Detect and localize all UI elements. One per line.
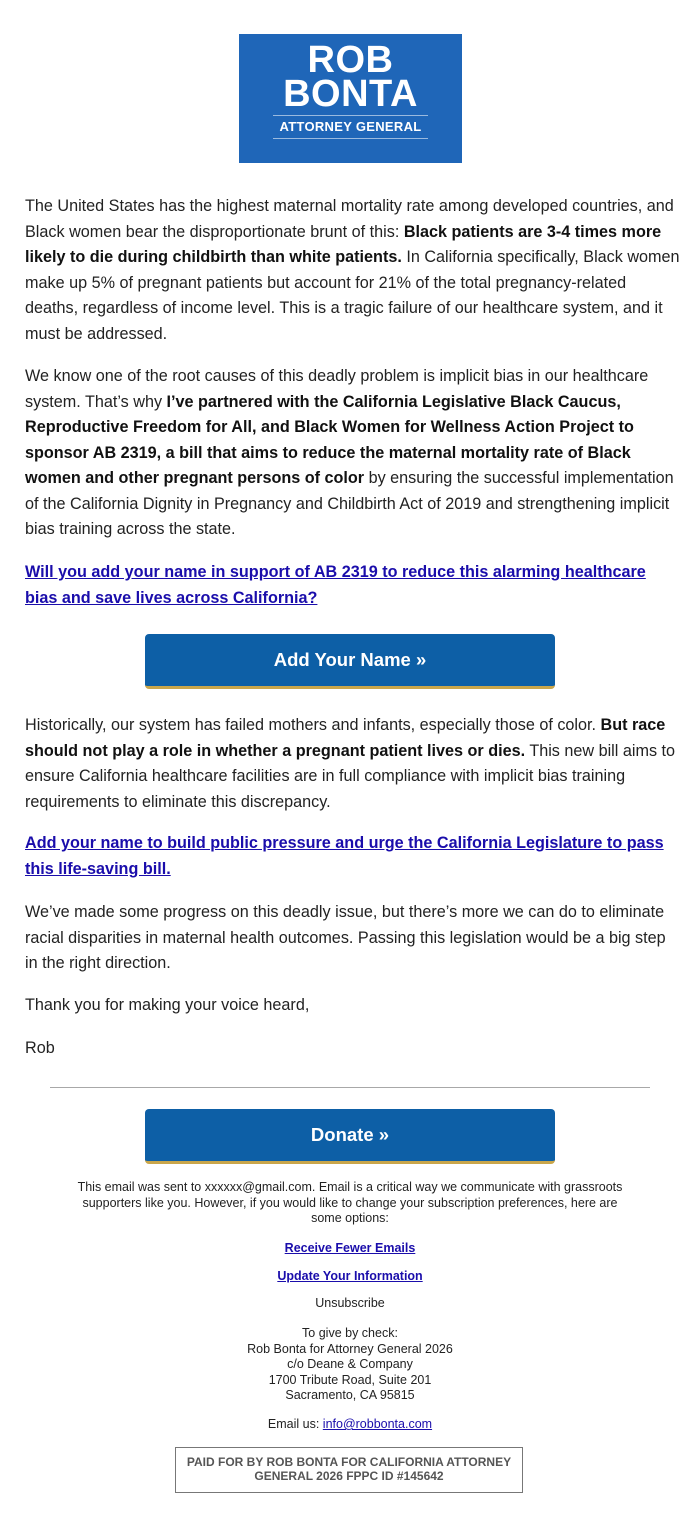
check-line-1: To give by check: (302, 1326, 398, 1340)
logo-subtitle: ATTORNEY GENERAL (273, 115, 428, 139)
check-line-5: Sacramento, CA 95815 (285, 1388, 415, 1402)
check-line-2: Rob Bonta for Attorney General 2026 (247, 1341, 453, 1356)
p1-bold: Black patients are 3-4 times more likely to die during childbirth than white patients. (25, 222, 662, 266)
receive-fewer-emails-link[interactable]: Receive Fewer Emails (284, 1241, 416, 1255)
check-line-3: c/o Deane & Company (287, 1357, 413, 1371)
logo-line-2: BONTA (283, 73, 418, 115)
paragraph-progress: We’ve made some progress on this deadly issue, but there’s more we can do to eliminate racial disparities in maternal health outcomes. Passing this legislation would be a big step in the right direction. (25, 903, 666, 972)
footer-intro: This email was sent to xxxxxx@gmail.com. Email is a critical way we communicate with grassroots supporters like you. However, if you would like to change your subscription preferences, here are some options: (77, 1180, 623, 1225)
paragraph-implicit-bias (25, 364, 680, 543)
footer-email (70, 1417, 630, 1433)
email-address-link[interactable]: info@robbonta.com (322, 1417, 433, 1431)
footer-links-fewer (70, 1241, 630, 1257)
signature: Rob (25, 1039, 55, 1057)
rob-bonta-logo (239, 34, 462, 163)
paragraph-maternal-mortality (25, 194, 680, 347)
p3-text-c: This new bill aims to ensure California healthcare facilities are in full compliance with implicit bias training requirements to eliminate this discrepancy. (25, 741, 676, 811)
footer-links-update (70, 1269, 630, 1285)
check-line-4: 1700 Tribute Road, Suite 201 (268, 1372, 432, 1387)
email-label: Email us: (267, 1417, 323, 1431)
logo-line-1: ROB (307, 39, 394, 81)
p1-text-c: In California specifically, Black women make up 5% of pregnant patients but account for 21% of the total pregnancy-related deaths, regardless of income level. This is a tragic failure of our healthcare system, and it must be addressed. (25, 248, 680, 343)
donate-button[interactable]: Donate » (145, 1109, 555, 1164)
p1-text-a: The United States has the highest maternal mortality rate among developed countries, and Black women bear the disproportionate brunt of this: (25, 197, 674, 241)
paragraph-historically (25, 713, 680, 815)
update-information-link[interactable]: Update Your Information (277, 1269, 423, 1283)
p2-bold: I’ve partnered with the California Legislative Black Caucus, Reproductive Freedom for All, and Black Women for Wellness Action Project to sponsor AB 2319, a bill that aims to reduce the maternal mortality rate of Black women and other pregnant persons of color (25, 392, 634, 487)
p3-text-a: Historically, our system has failed mothers and infants, especially those of color. (25, 716, 601, 734)
paid-for-disclaimer: PAID FOR BY ROB BONTA FOR CALIFORNIA ATTORNEY GENERAL 2026 FPPC ID #145642 (175, 1447, 523, 1493)
check-address (70, 1326, 630, 1404)
p2-text-a: We know one of the root causes of this deadly problem is implicit bias in our healthcare system. That’s why (25, 367, 649, 411)
paragraph-thank-you: Thank you for making your voice heard, (25, 996, 310, 1014)
add-name-pressure-link[interactable]: Add your name to build public pressure and urge the California Legislature to pass this life-saving bill. (25, 834, 664, 878)
p2-text-c: by ensuring the successful implementation of the California Dignity in Pregnancy and Childbirth Act of 2019 and strengthening implicit bias training across the state. (25, 469, 674, 538)
support-ab2319-link[interactable]: Will you add your name in support of AB 2319 to reduce this alarming healthcare bias and save lives across California? (25, 563, 646, 607)
unsubscribe-link[interactable]: Unsubscribe (315, 1296, 385, 1310)
divider (50, 1087, 650, 1088)
p3-bold: But race should not play a role in whether a pregnant patient lives or dies. (25, 716, 666, 760)
add-your-name-button[interactable]: Add Your Name » (145, 634, 555, 689)
